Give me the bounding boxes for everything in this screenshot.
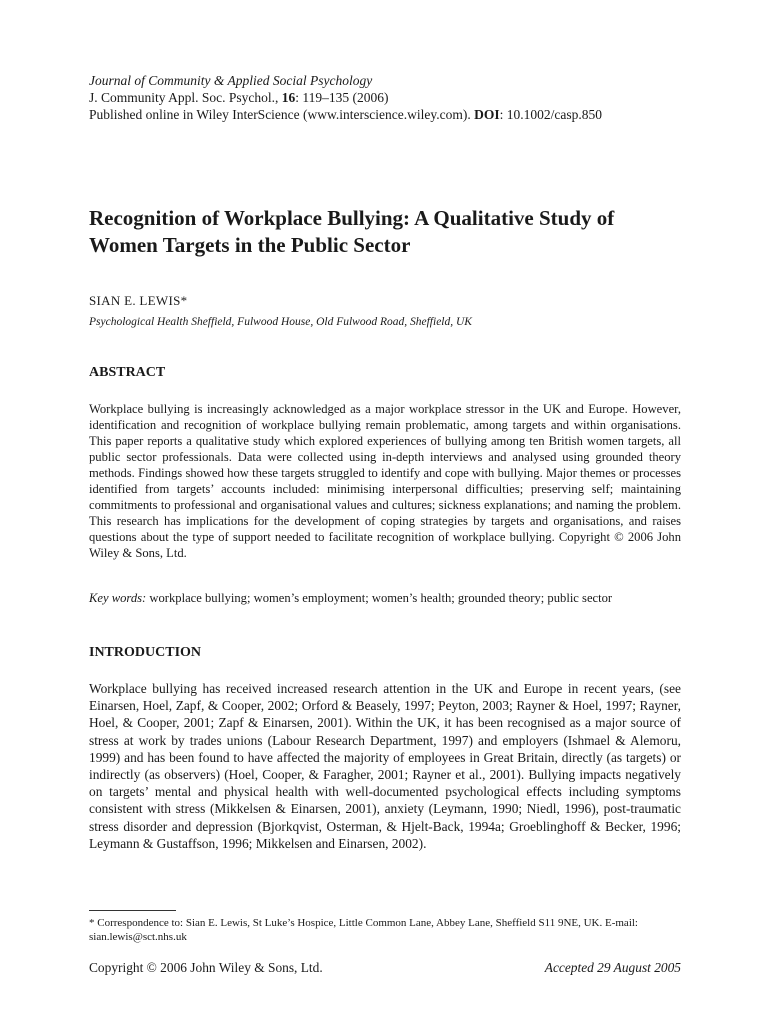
introduction-heading: INTRODUCTION [89,645,202,660]
journal-name: Journal of Community & Applied Social Psychology [89,73,373,88]
accepted-date: Accepted 29 August 2005 [544,960,681,975]
volume-number: 16 [281,90,296,105]
citation-line [89,89,681,106]
article-title: Recognition of Workplace Bullying: A Qualitative Study of Women Targets in the Public Sector [89,206,615,257]
page-footer [89,960,681,976]
doi-value: : 10.1002/casp.850 [499,107,602,122]
keywords-list: workplace bullying; women’s employment; women’s health; grounded theory; public sector [146,591,613,605]
author-affiliation: Psychological Health Sheffield, Fulwood House, Old Fulwood Road, Sheffield, UK [89,316,472,328]
introduction-text: Workplace bullying has received increased research attention in the UK and Europe in recent years, (see Einarsen, Hoel, Zapf, & Cooper, 2002; Orford & Beasely, 1997; Peyton, 2003; Rayner & Hoel, 1997; Rayner, Hoel, & Cooper, 2001; Zapf & Einarsen, 2001). Within the UK, it has been recognised as a major source of stress at work by trades unions (Labour Research Department, 1997) and employers (Ishmael & Alemoru, 1999) and has been found to have affected the majority of employees in Great Britain, directly (as targets) or indirectly (as observers) (Hoel, Cooper, & Faragher, 2001; Rayner et al., 2001). Bullying impacts negatively on targets’ mental and physical health with well-documented psychological effects including symptoms consistent with stress (Mikkelsen & Einarsen, 2001), anxiety (Leymann, 1990; Niedl, 1996), post-traumatic stress disorder and depression (Bjorkqvist, Osterman, & Hjelt-Back, 1994a; Groeblinghoff & Becker, 1996; Leymann & Gustaffson, 1996; Mikkelsen and Einarsen, 2002). [89,681,681,851]
citation-pages: : 119–135 (2006) [295,90,389,105]
footer-copyright: Copyright © 2006 John Wiley & Sons, Ltd. [89,960,323,975]
abstract-text: Workplace bullying is increasingly acknowledged as a major workplace stressor in the UK and Europe. However, identification and recognition of workplace bullying remain problematic, among targets and within organisations. This paper reports a qualitative study which explored experiences of bullying among ten British women targets, all public sector professionals. Data were collected using in-depth interviews and analysed using grounded theory methods. Findings showed how these targets struggled to identify and cope with bullying. Major themes or processes identified from targets’ accounts included: minimising interpersonal difficulties; preserving self; maintaining commitments to professional and organisational values and cultures; sickness explanations; and naming the problem. This research has implications for the development of coping strategies by targets and organisations, and raises questions about the type of support needed to facilitate recognition of workplace bullying. Copyright © 2006 John Wiley & Sons, Ltd. [89,402,681,560]
journal-header [89,72,681,123]
citation-prefix: J. Community Appl. Soc. Psychol., [89,90,282,105]
keywords-label: Key words: [89,591,147,605]
doi-label: DOI [474,107,500,122]
author-name: SIAN E. LEWIS* [89,293,188,308]
footnote-divider [89,910,176,911]
correspondence-footnote: * Correspondence to: Sian E. Lewis, St Luke’s Hospice, Little Common Lane, Abbey Lane, Sheffield S11 9NE, UK. E-mail: sian.lewis@sct.nhs.uk [89,917,638,943]
abstract-heading: ABSTRACT [89,365,166,380]
publication-line [89,106,681,123]
published-online-text: Published online in Wiley InterScience (www.interscience.wiley.com). [89,107,475,122]
keywords [89,590,681,606]
